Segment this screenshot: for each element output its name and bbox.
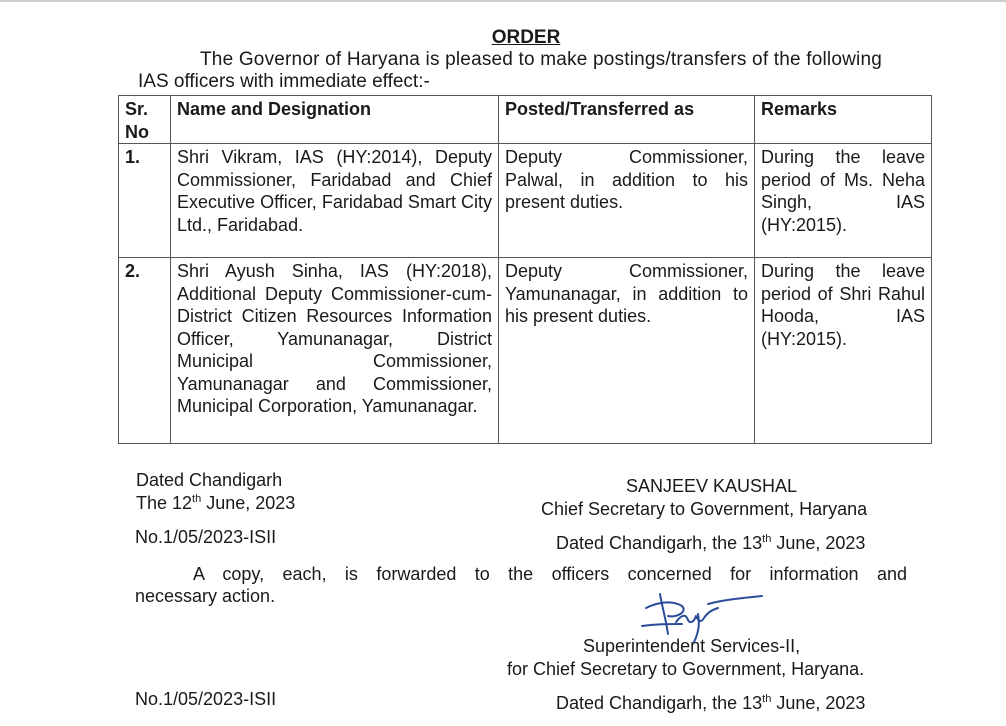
copy-forward-paragraph (135, 563, 907, 607)
column-header-name-designation: Name and Designation (171, 96, 499, 144)
row-remarks: During the leave period of Shri Rahul Hooda, IAS (HY:2015). (755, 258, 932, 444)
superintendent-for-line: for Chief Secretary to Government, Haryana. (507, 659, 865, 679)
row-name-designation: Shri Vikram, IAS (HY:2014), Deputy Commissioner, Faridabad and Chief Executive Officer, Faridabad Smart City Ltd., Faridabad. (171, 144, 499, 258)
endorsement-number-2: No.1/05/2023-ISII (135, 689, 277, 709)
order-date-suffix: June, 2023 (201, 493, 296, 513)
row-posted-as: Deputy Commissioner, Palwal, in addition to his present duties. (499, 144, 755, 258)
row-serial-number: 1. (119, 144, 171, 258)
table-row (119, 144, 932, 258)
endorsement-date-ordinal: th (762, 533, 772, 545)
intro-line-2: IAS officers with immediate effect:- (138, 71, 430, 92)
row-serial-number: 2. (119, 258, 171, 444)
row-name-designation: Shri Ayush Sinha, IAS (HY:2018), Additional Deputy Commissioner-cum-District Citizen Resources Information Officer, Yamunanagar, District Municipal Commissioner, Yamunanagar and Commissioner, Municipal Corporation, Yamunanagar. (171, 258, 499, 444)
signatory-name: SANJEEV KAUSHAL (626, 476, 798, 496)
row-posted-as: Deputy Commissioner, Yamunanagar, in addition to his present duties. (499, 258, 755, 444)
endorsement-date-2 (556, 693, 865, 714)
column-header-sr-no: Sr. No (119, 96, 171, 144)
order-date-prefix: The 12 (136, 493, 193, 513)
order-heading: ORDER (491, 27, 561, 48)
dated-place: Dated Chandigarh (136, 470, 283, 490)
postings-table (118, 95, 932, 444)
endorsement-date (556, 533, 865, 554)
column-header-remarks: Remarks (755, 96, 932, 144)
column-header-posted: Posted/Transferred as (499, 96, 755, 144)
order-date-ordinal: th (192, 493, 202, 505)
table-row (119, 258, 932, 444)
order-date (136, 493, 295, 514)
endorsement-date-prefix: Dated Chandigarh, the 13 (556, 533, 763, 553)
copy-forward-line-1: A copy, each, is forwarded to the officers concerned for information and (193, 564, 907, 584)
table-header-row (119, 96, 932, 144)
page-top-rule (0, 0, 1006, 2)
copy-forward-line-2: necessary action. (135, 586, 276, 606)
superintendent-title: Superintendent Services-II, (583, 636, 801, 656)
row-remarks: During the leave period of Ms. Neha Singh, IAS (HY:2015). (755, 144, 932, 258)
intro-line-1: The Governor of Haryana is pleased to make postings/transfers of the following (200, 49, 883, 70)
endorsement-date-2-prefix: Dated Chandigarh, the 13 (556, 693, 763, 713)
handwritten-signature (638, 584, 768, 644)
signatory-designation: Chief Secretary to Government, Haryana (541, 499, 868, 519)
endorsement-number: No.1/05/2023-ISII (135, 527, 277, 547)
endorsement-date-2-suffix: June, 2023 (771, 693, 866, 713)
endorsement-date-suffix: June, 2023 (771, 533, 866, 553)
endorsement-date-2-ordinal: th (762, 693, 772, 705)
